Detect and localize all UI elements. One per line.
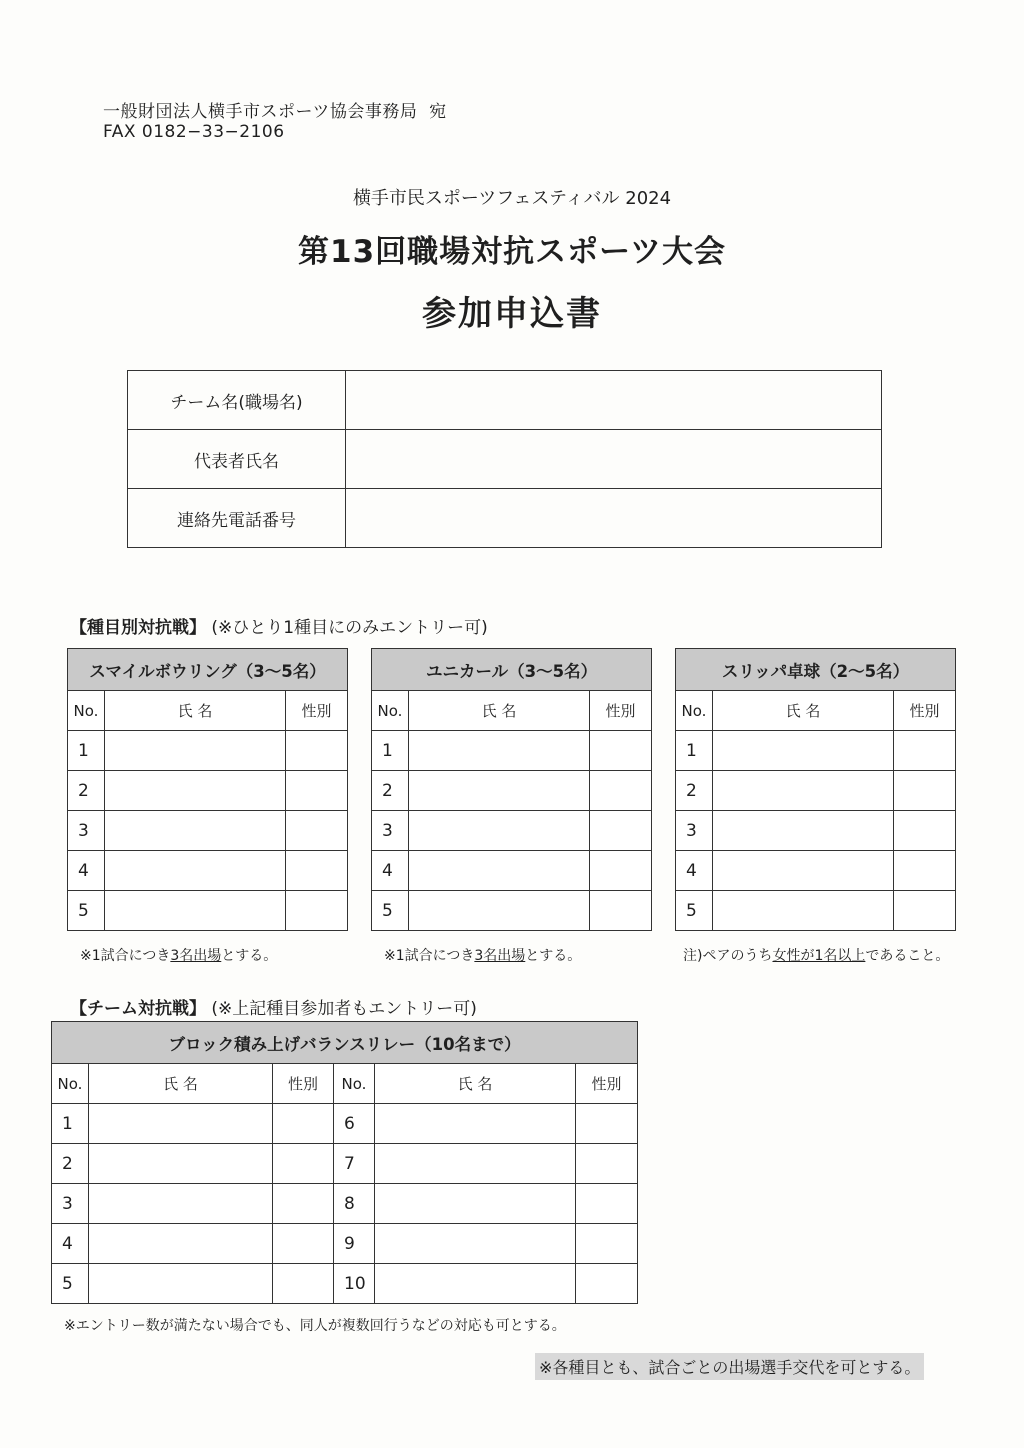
gender-cell[interactable] — [273, 1264, 334, 1304]
name-cell[interactable] — [375, 1224, 576, 1264]
name-cell[interactable] — [713, 731, 894, 771]
team-section-heading — [70, 994, 477, 1019]
row-number: 1 — [52, 1104, 89, 1144]
team-name-row — [128, 371, 882, 430]
name-cell[interactable] — [375, 1264, 576, 1304]
row-number: 4 — [372, 851, 409, 891]
note-emphasis: 3名出場 — [170, 948, 222, 964]
row-number: 1 — [372, 731, 409, 771]
name-cell[interactable] — [89, 1104, 273, 1144]
gender-cell[interactable] — [273, 1104, 334, 1144]
row-number: 3 — [372, 811, 409, 851]
gender-cell[interactable] — [590, 851, 652, 891]
festival-title: 横手市民スポーツフェスティバル 2024 — [352, 188, 672, 209]
gender-cell[interactable] — [590, 891, 652, 931]
note-text: とする。 — [221, 948, 278, 964]
name-cell[interactable] — [375, 1184, 576, 1224]
row-number: 8 — [334, 1184, 375, 1224]
event-title: スリッパ卓球（2〜5名） — [676, 649, 956, 691]
name-cell[interactable] — [89, 1264, 273, 1304]
note-text: ※1試合につき — [80, 948, 171, 964]
name-cell[interactable] — [105, 771, 286, 811]
note-text: 注)ペアのうち — [683, 948, 773, 964]
team-event-title: ブロック積み上げバランスリレー（10名まで） — [52, 1022, 638, 1064]
form-title: 参加申込書 — [422, 294, 602, 334]
gender-cell[interactable] — [576, 1224, 638, 1264]
gender-cell[interactable] — [286, 771, 348, 811]
row-number: 9 — [334, 1224, 375, 1264]
table-row — [372, 771, 652, 811]
note-emphasis: 女性が1名以上 — [772, 948, 866, 964]
gender-cell[interactable] — [590, 771, 652, 811]
table-row — [52, 1264, 638, 1304]
table-row — [372, 851, 652, 891]
event-note — [384, 945, 581, 965]
name-cell[interactable] — [713, 851, 894, 891]
table-row — [676, 811, 956, 851]
row-number: 2 — [68, 771, 105, 811]
phone-label: 連絡先電話番号 — [128, 489, 346, 548]
name-cell[interactable] — [409, 851, 590, 891]
no-column-header: No. — [372, 691, 409, 731]
table-row — [676, 731, 956, 771]
name-column-header: 氏 名 — [105, 691, 286, 731]
row-number: 7 — [334, 1144, 375, 1184]
gender-column-header: 性別 — [590, 691, 652, 731]
name-cell[interactable] — [713, 771, 894, 811]
name-cell[interactable] — [409, 771, 590, 811]
no-column-header: No. — [676, 691, 713, 731]
name-cell[interactable] — [105, 811, 286, 851]
team-name-label: チーム名(職場名) — [128, 371, 346, 430]
recipient-suffix: 宛 — [429, 102, 447, 122]
recipient: 一般財団法人横手市スポーツ協会事務局 — [103, 102, 418, 122]
table-row — [68, 891, 348, 931]
table-row — [676, 851, 956, 891]
row-number: 6 — [334, 1104, 375, 1144]
event-note — [80, 945, 277, 965]
gender-cell[interactable] — [273, 1144, 334, 1184]
gender-cell[interactable] — [894, 851, 956, 891]
no-column-header: No. — [52, 1064, 89, 1104]
name-cell[interactable] — [409, 731, 590, 771]
no-column-header: No. — [334, 1064, 375, 1104]
name-cell[interactable] — [89, 1144, 273, 1184]
event-title: ユニカール（3〜5名） — [372, 649, 652, 691]
row-number: 3 — [52, 1184, 89, 1224]
name-cell[interactable] — [713, 811, 894, 851]
representative-label: 代表者氏名 — [128, 430, 346, 489]
name-cell[interactable] — [409, 811, 590, 851]
name-cell[interactable] — [105, 891, 286, 931]
event-note — [683, 945, 949, 965]
name-column-header: 氏 名 — [89, 1064, 273, 1104]
individual-heading-label: 【種目別対抗戦】 — [70, 618, 206, 638]
note-text: とする。 — [525, 948, 582, 964]
individual-section-heading — [70, 613, 488, 638]
row-number: 4 — [68, 851, 105, 891]
event-table-bowling — [67, 648, 348, 931]
gender-cell[interactable] — [894, 771, 956, 811]
row-number: 5 — [676, 891, 713, 931]
row-number: 2 — [52, 1144, 89, 1184]
final-note: ※各種目とも、試合ごとの出場選手交代を可とする。 — [535, 1353, 924, 1380]
name-cell[interactable] — [89, 1224, 273, 1264]
row-number: 3 — [676, 811, 713, 851]
row-number: 10 — [334, 1264, 375, 1304]
representative-row — [128, 430, 882, 489]
table-row — [372, 891, 652, 931]
gender-cell[interactable] — [894, 731, 956, 771]
name-column-header: 氏 名 — [375, 1064, 576, 1104]
note-text: ※1試合につき — [384, 948, 475, 964]
row-number: 1 — [68, 731, 105, 771]
phone-row — [128, 489, 882, 548]
gender-cell[interactable] — [273, 1184, 334, 1224]
table-row — [68, 771, 348, 811]
row-number: 1 — [676, 731, 713, 771]
gender-cell[interactable] — [894, 811, 956, 851]
gender-cell[interactable] — [286, 731, 348, 771]
row-number: 5 — [372, 891, 409, 931]
fax-number: FAX 0182−33−2106 — [103, 122, 285, 142]
table-row — [68, 811, 348, 851]
no-column-header: No. — [68, 691, 105, 731]
name-cell[interactable] — [105, 851, 286, 891]
gender-column-header: 性別 — [273, 1064, 334, 1104]
table-row — [68, 851, 348, 891]
row-number: 5 — [52, 1264, 89, 1304]
team-info-table — [127, 370, 882, 548]
event-table-unicurl — [371, 648, 652, 931]
gender-cell[interactable] — [576, 1264, 638, 1304]
table-row — [68, 731, 348, 771]
note-text: であること。 — [865, 948, 950, 964]
team-heading-note: (※上記種目参加者もエントリー可) — [211, 999, 477, 1019]
row-number: 2 — [372, 771, 409, 811]
gender-cell[interactable] — [590, 811, 652, 851]
name-column-header: 氏 名 — [713, 691, 894, 731]
team-footnote: ※エントリー数が満たない場合でも、同人が複数回行うなどの対応も可とする。 — [64, 1318, 566, 1334]
gender-column-header: 性別 — [286, 691, 348, 731]
team-name-field[interactable] — [346, 371, 882, 430]
name-cell[interactable] — [89, 1184, 273, 1224]
table-row — [676, 771, 956, 811]
gender-cell[interactable] — [576, 1184, 638, 1224]
name-cell[interactable] — [409, 891, 590, 931]
gender-cell[interactable] — [576, 1144, 638, 1184]
representative-field[interactable] — [346, 430, 882, 489]
row-number: 4 — [676, 851, 713, 891]
row-number: 3 — [68, 811, 105, 851]
gender-column-header: 性別 — [894, 691, 956, 731]
name-column-header: 氏 名 — [409, 691, 590, 731]
note-emphasis: 3名出場 — [474, 948, 526, 964]
gender-cell[interactable] — [273, 1224, 334, 1264]
table-row — [372, 731, 652, 771]
phone-field[interactable] — [346, 489, 882, 548]
name-cell[interactable] — [375, 1144, 576, 1184]
individual-heading-note: (※ひとり1種目にのみエントリー可) — [211, 618, 488, 638]
gender-cell[interactable] — [576, 1104, 638, 1144]
table-row — [52, 1104, 638, 1144]
gender-cell[interactable] — [286, 891, 348, 931]
row-number: 5 — [68, 891, 105, 931]
event-title: 第13回職場対抗スポーツ大会 — [298, 234, 726, 270]
gender-cell[interactable] — [894, 891, 956, 931]
name-cell[interactable] — [375, 1104, 576, 1144]
recipient-line — [103, 97, 447, 122]
table-row — [52, 1144, 638, 1184]
row-number: 2 — [676, 771, 713, 811]
table-row — [52, 1184, 638, 1224]
event-table-slipper-pingpong — [675, 648, 956, 931]
table-row — [52, 1224, 638, 1264]
name-cell[interactable] — [105, 731, 286, 771]
team-relay-table — [51, 1021, 638, 1304]
event-title: スマイルボウリング（3〜5名） — [68, 649, 348, 691]
gender-cell[interactable] — [590, 731, 652, 771]
gender-column-header: 性別 — [576, 1064, 638, 1104]
team-heading-label: 【チーム対抗戦】 — [70, 999, 206, 1019]
table-row — [372, 811, 652, 851]
gender-cell[interactable] — [286, 851, 348, 891]
name-cell[interactable] — [713, 891, 894, 931]
table-row — [676, 891, 956, 931]
row-number: 4 — [52, 1224, 89, 1264]
gender-cell[interactable] — [286, 811, 348, 851]
